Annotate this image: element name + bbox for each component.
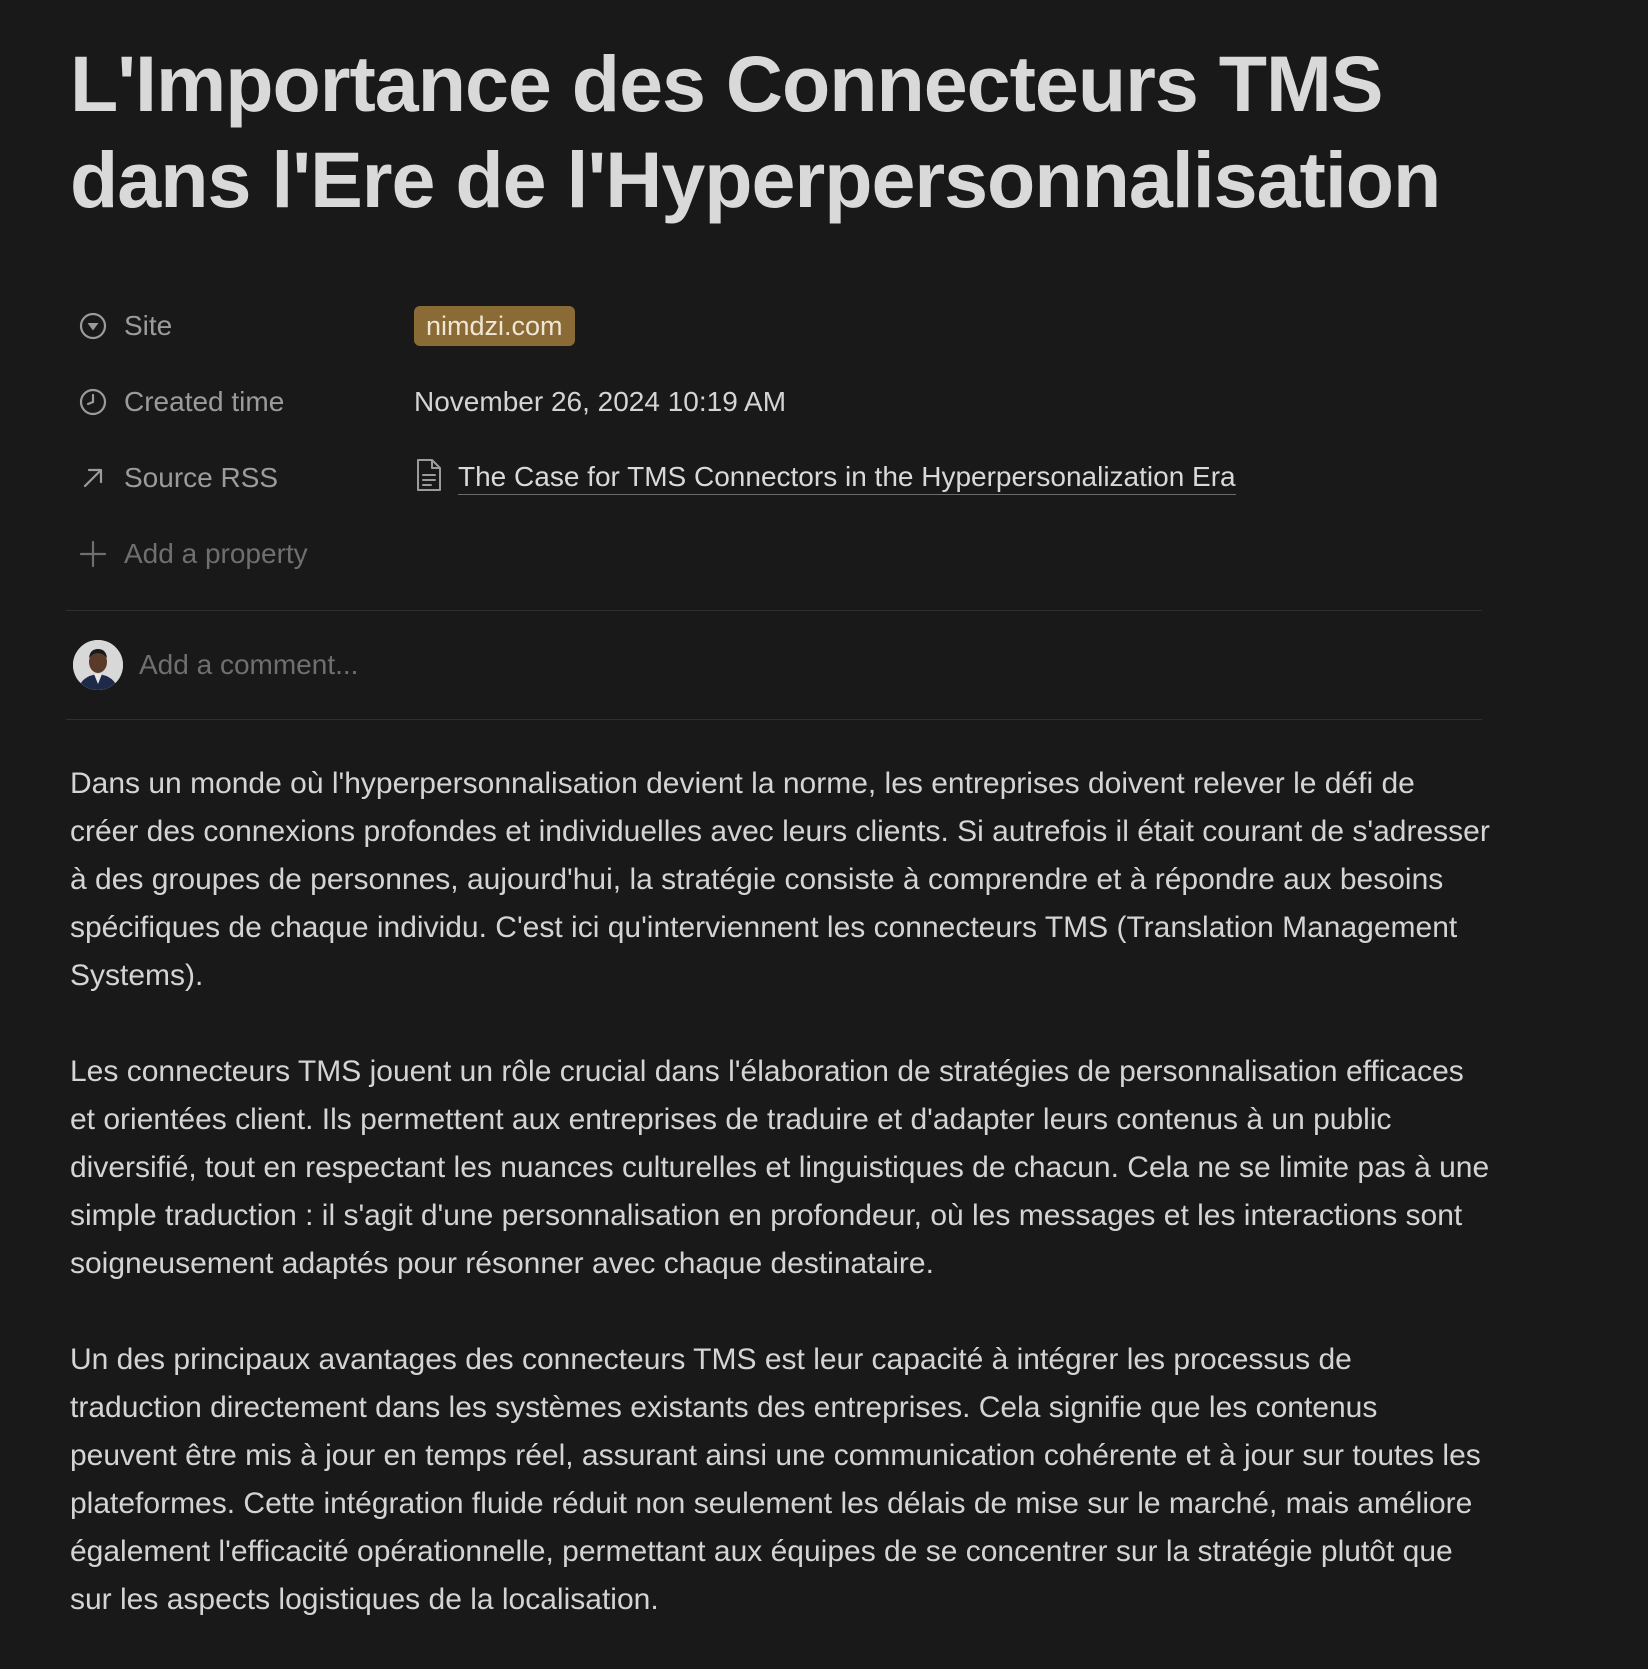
add-property-name[interactable]: [70, 537, 414, 571]
properties-panel: [70, 288, 1490, 592]
clock-icon: [76, 385, 110, 419]
arrow-up-right-icon: [76, 461, 110, 495]
paragraph-2[interactable]: Les connecteurs TMS jouent un rôle crucial dans l'élaboration de stratégies de personnalisation efficaces et orientées client. Ils permettent aux entreprises de traduire et d'adapter leurs contenus à un public diversifié, tout en respectant les nuances culturelles et linguistiques de chacun. Cela ne se limite pas à une simple traduction : il s'agit d'une personnalisation en profondeur, où les messages et les interactions sont soigneusement adaptés pour résonner avec chaque destinataire.: [70, 1055, 1490, 1280]
page-title[interactable]: [70, 0, 1510, 228]
add-property-button[interactable]: [70, 516, 1490, 592]
paragraph-1[interactable]: Dans un monde où l'hyperpersonnalisation devient la norme, les entreprises doivent relever le défi de créer des connexions profondes et individuelles avec leurs clients. Si autrefois il était courant de s'adresser à des groupes de personnes, aujourd'hui, la stratégie consiste à comprendre et à répondre aux besoins spécifiques de chaque individu. C'est ici qu'interviennent les connecteurs TMS (Translation Management Systems).: [70, 767, 1490, 992]
property-source-rss-name[interactable]: [70, 461, 414, 495]
property-site-name[interactable]: [70, 309, 414, 343]
page-icon: [414, 458, 444, 499]
paragraph-3[interactable]: Un des principaux avantages des connecteurs TMS est leur capacité à intégrer les processus de traduction directement dans les systèmes existants des entreprises. Cela signifie que les contenus peuvent être mis à jour en temps réel, assurant ainsi une communication cohérente et à jour sur toutes les plateformes. Cette intégration fluide réduit non seulement les délais de mise sur le marché, mais améliore également l'efficacité opérationnelle, permettant aux équipes de se concentrer sur la stratégie plutôt que sur les aspects logistiques de la localisation.: [70, 1343, 1481, 1616]
property-created-time-value: November 26, 2024 10:19 AM: [414, 386, 787, 417]
page-content: [70, 760, 1490, 1624]
page-title-line-2: dans l'Ere de l'Hyperpersonnalisation: [70, 135, 1441, 224]
avatar: [73, 640, 123, 690]
property-created-time-name[interactable]: [70, 385, 414, 419]
property-source-rss-value[interactable]: [414, 458, 1236, 499]
property-site: [70, 288, 1490, 364]
comment-input[interactable]: Add a comment...: [139, 649, 359, 680]
property-source-rss-label: Source RSS: [124, 462, 279, 493]
property-site-value[interactable]: [414, 306, 575, 346]
page-title-line-1: L'Importance des Connecteurs TMS: [70, 39, 1383, 128]
property-source-rss: [70, 440, 1490, 516]
property-site-label: Site: [124, 310, 173, 341]
select-icon: [76, 309, 110, 343]
property-created-time-label: Created time: [124, 386, 285, 417]
source-rss-link[interactable]: The Case for TMS Connectors in the Hyperpersonalization Era: [458, 461, 1236, 495]
plus-icon: [76, 537, 110, 571]
property-created-time: [70, 364, 1490, 440]
comment-composer[interactable]: [70, 611, 1490, 719]
divider-bottom: [66, 719, 1482, 720]
page: [70, 0, 1490, 1669]
site-tag[interactable]: nimdzi.com: [414, 306, 575, 346]
add-property-label: Add a property: [124, 538, 308, 569]
